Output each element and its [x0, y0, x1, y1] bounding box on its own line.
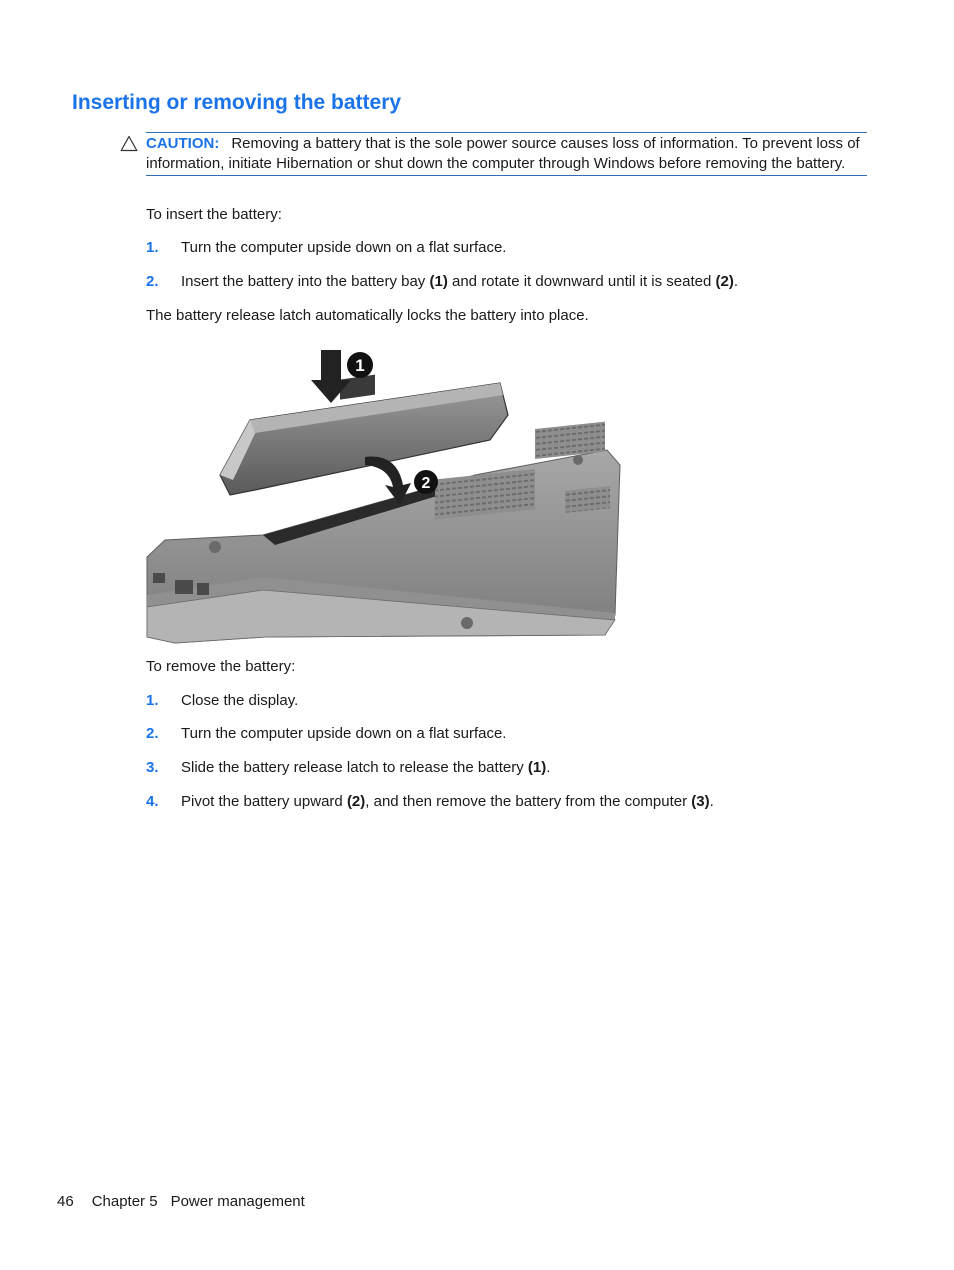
- step-text: [181, 759, 550, 776]
- step-text: [181, 239, 506, 256]
- chapter-label: Chapter 5: [91, 1193, 158, 1210]
- step-text: [181, 273, 738, 290]
- insert-intro: To insert the battery:: [146, 206, 282, 223]
- step-text: [181, 725, 506, 742]
- step-number: 2.: [146, 273, 159, 290]
- callout-label: 2: [421, 475, 431, 492]
- step-number: 1.: [146, 239, 159, 256]
- page-title: Inserting or removing the battery: [72, 91, 402, 114]
- step-text-part: .: [709, 793, 714, 810]
- remove-intro: To remove the battery:: [146, 658, 296, 675]
- step-text-part: .: [546, 759, 551, 776]
- caution-text: Removing a battery that is the sole power source causes loss of information. To prevent loss of information, initiate Hibernation or shut down the computer through Windows before removing the battery.: [146, 135, 860, 172]
- page-number: 46: [57, 1193, 74, 1210]
- step-text-part: , and then remove the battery from the computer: [365, 793, 692, 810]
- callout-reference: (1): [429, 273, 448, 290]
- step-text-part: and rotate it downward until it is seated: [447, 273, 716, 290]
- warning-triangle-icon: [120, 135, 138, 152]
- step-text-part: Turn the computer upside down on a flat surface.: [181, 239, 507, 256]
- step-text-part: Insert the battery into the battery bay: [181, 273, 430, 290]
- callout-reference: (1): [527, 759, 547, 776]
- step-text: [181, 793, 714, 810]
- page-footer: [57, 1193, 305, 1210]
- caution-box: [146, 132, 867, 176]
- battery-illustration: [145, 345, 625, 647]
- callout-reference: (2): [346, 793, 366, 810]
- step-text-part: Pivot the battery upward: [181, 793, 347, 810]
- callout-label: 1: [355, 356, 365, 375]
- callout-reference: (2): [715, 273, 734, 290]
- step-text-part: Turn the computer upside down on a flat surface.: [181, 725, 507, 742]
- step-text-part: Close the display.: [181, 692, 299, 709]
- step-text-part: .: [733, 273, 738, 290]
- step-number: 1.: [146, 692, 159, 709]
- step-number: 3.: [146, 759, 159, 776]
- step-number: 2.: [146, 725, 159, 742]
- step-number: 4.: [146, 793, 159, 810]
- caution-label: CAUTION:: [146, 135, 220, 152]
- callout-reference: (3): [691, 793, 710, 810]
- insert-note: The battery release latch automatically locks the battery into place.: [146, 307, 589, 324]
- section-title: Power management: [170, 1193, 305, 1210]
- step-text: [181, 692, 298, 709]
- step-text-part: Slide the battery release latch to release the battery: [181, 759, 528, 776]
